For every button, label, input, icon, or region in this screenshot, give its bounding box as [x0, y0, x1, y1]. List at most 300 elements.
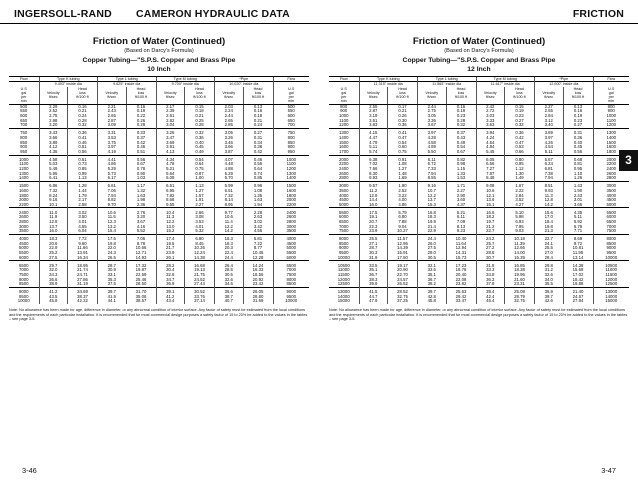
table-row	[9, 261, 309, 268]
velocity-cell: 3.47	[156, 136, 185, 141]
head-loss-cell: 34.69	[68, 287, 98, 294]
flow-cell: 1700	[338, 149, 349, 154]
flow-cell: 500	[20, 104, 28, 109]
flow-cell: 4500	[18, 241, 29, 246]
velocity-cell: 36.6	[39, 278, 68, 283]
velocity-cell: 23.9	[359, 229, 388, 234]
head-loss-cell: 0.24	[68, 114, 98, 119]
head-loss-cell: 0.36	[185, 136, 215, 141]
velocity-cell: 17.4	[156, 234, 185, 241]
head-loss-cell: 0.41	[388, 129, 418, 136]
brand-name: INGERSOLL-RAND	[14, 8, 112, 20]
head-loss-cell: 9.04	[388, 225, 418, 230]
head-loss-cell: 0.54	[185, 155, 215, 162]
flow-cell: 14000	[337, 294, 350, 299]
flow-cell: 6000	[273, 256, 309, 261]
flow-cell: 8000	[273, 278, 309, 283]
head-loss-cell: 4.27	[505, 203, 535, 208]
unit-heading: per	[593, 95, 629, 99]
head-loss-cell: 0.36	[388, 123, 418, 128]
head-loss-cell: 28.50	[126, 282, 156, 287]
flow-cell: 1600	[18, 188, 29, 193]
unit-heading: Head	[505, 87, 535, 91]
velocity-cell: 19.8	[535, 225, 564, 230]
head-loss-cell: 0.75	[388, 150, 418, 155]
flow-cell: 1500	[9, 182, 39, 189]
head-loss-cell: 16.85	[505, 261, 535, 268]
head-loss-cell: 19.13	[185, 268, 215, 273]
velocity-cell: 34.0	[535, 278, 564, 283]
head-loss-cell: 25.46	[126, 278, 156, 283]
head-loss-cell: 21.40	[563, 287, 593, 294]
velocity-cell: 6.86	[39, 182, 68, 189]
flow-cell: 11000	[337, 268, 350, 273]
head-loss-cell: 3.67	[126, 220, 156, 225]
velocity-cell: 4.78	[156, 162, 185, 167]
head-loss-cell: 6.11	[446, 215, 476, 220]
velocity-cell: 5.95	[39, 172, 68, 177]
head-loss-cell: 0.90	[126, 172, 156, 177]
head-loss-cell: 1.13	[185, 182, 215, 189]
velocity-cell: 5.73	[98, 172, 127, 177]
velocity-cell: 2.72	[476, 109, 505, 114]
velocity-cell: 12.8	[535, 198, 564, 203]
head-loss-cell: 1.35	[243, 194, 273, 199]
flow-cell: 2800	[273, 220, 309, 225]
velocity-cell: 17.0	[535, 215, 564, 220]
head-loss-cell: 0.49	[446, 141, 476, 146]
flow-cell: 1400	[273, 176, 309, 181]
head-loss-cell: 1.32	[126, 189, 156, 194]
velocity-cell: 11.9	[39, 215, 68, 220]
head-loss-cell: 1.00	[185, 176, 215, 181]
page-number-right: 3-47	[601, 466, 616, 475]
flow-cell: 10500	[329, 261, 359, 268]
head-loss-cell: 0.27	[243, 129, 273, 136]
velocity-cell: 16.3	[215, 234, 244, 241]
head-loss-cell: 17.50	[388, 256, 418, 261]
head-loss-cell: 0.95	[505, 162, 535, 167]
flow-cell: 12500	[337, 282, 350, 287]
velocity-cell: 3.69	[535, 129, 564, 136]
head-loss-cell: 0.66	[505, 150, 535, 155]
velocity-cell: 6.61	[98, 182, 127, 189]
velocity-cell: 45.8	[418, 299, 447, 304]
velocity-cell: 41.5	[359, 287, 388, 294]
velocity-cell: 23.9	[156, 251, 185, 256]
table-row	[9, 182, 309, 189]
head-loss-cell: 1.79	[68, 194, 98, 199]
head-loss-cell: 38.57	[126, 299, 156, 304]
unit-heading: U.S	[593, 87, 629, 91]
flow-cell: 1100	[593, 119, 629, 124]
head-loss-cell: 1.48	[388, 172, 418, 177]
tubing-type-heading: Type M tubing	[476, 77, 535, 82]
velocity-cell: 39.7	[98, 287, 127, 294]
head-loss-cell: 0.41	[68, 136, 98, 141]
tubing-type-heading: *Pipe	[535, 77, 594, 82]
flow-cell: 7500	[593, 229, 629, 234]
inside-diameter-heading: 11.315" inside dia	[359, 82, 418, 87]
velocity-cell: 9.16	[418, 182, 447, 189]
flow-cell: 1100	[273, 162, 309, 167]
head-loss-cell: 0.18	[185, 109, 215, 114]
velocity-cell: 24.2	[476, 234, 505, 241]
head-loss-cell: 12.66	[505, 246, 535, 251]
unit-heading: Velocity	[98, 91, 127, 95]
flow-cell: 7000	[593, 225, 629, 230]
head-loss-cell: 0.85	[68, 167, 98, 172]
unit-heading: Velocity	[535, 91, 564, 95]
velocity-cell: 22.9	[39, 246, 68, 251]
head-loss-cell: 4.00	[388, 198, 418, 203]
head-loss-cell: 0.37	[126, 136, 156, 141]
velocity-cell: 17.5	[359, 208, 388, 215]
flow-cell: 8500	[338, 241, 349, 246]
head-loss-cell: 12.28	[243, 256, 273, 261]
head-loss-cell: 6.04	[68, 229, 98, 234]
velocity-cell: 10.1	[39, 203, 68, 208]
velocity-cell: 27.5	[418, 246, 447, 251]
head-loss-cell: 20.92	[243, 278, 273, 283]
head-loss-cell: 24.57	[563, 295, 593, 300]
flow-cell: 6500	[273, 261, 309, 268]
velocity-cell: 35.5	[535, 282, 564, 287]
velocity-cell: 4.54	[535, 145, 564, 150]
velocity-cell: 4.54	[476, 141, 505, 146]
flow-cell: 2800	[593, 176, 629, 181]
velocity-cell: 28.7	[98, 261, 127, 268]
head-loss-cell: 0.32	[68, 123, 98, 128]
head-loss-cell: 0.16	[243, 109, 273, 114]
velocity-cell: 28.7	[359, 246, 388, 251]
flow-cell: 11000	[593, 268, 629, 273]
flow-cell: 3500	[338, 188, 349, 193]
flow-cell: 1200	[338, 123, 349, 128]
head-loss-cell: 12.94	[446, 246, 476, 251]
velocity-cell: 8.95	[215, 203, 244, 208]
head-loss-cell: 0.75	[185, 167, 215, 172]
velocity-cell: 34.3	[39, 273, 68, 278]
head-loss-cell: 0.73	[68, 162, 98, 167]
head-loss-cell: 8.45	[185, 242, 215, 247]
head-loss-cell: 0.13	[243, 104, 273, 109]
flow-cell: 10000	[273, 299, 309, 304]
tubing-type-heading: Type M tubing	[156, 77, 215, 82]
velocity-cell: 22.4	[215, 251, 244, 256]
velocity-cell: 3.09	[98, 123, 127, 128]
velocity-cell: 7.33	[418, 167, 447, 172]
velocity-cell: 6.24	[535, 162, 564, 167]
table-row	[9, 129, 309, 136]
publication-title: CAMERON HYDRAULIC DATA	[136, 8, 290, 20]
head-loss-cell: 3.02	[68, 208, 98, 215]
flow-cell: 1400	[593, 136, 629, 141]
velocity-cell: 39.7	[418, 287, 447, 294]
velocity-cell: 4.41	[98, 155, 127, 162]
velocity-cell: 15.2	[156, 229, 185, 234]
head-loss-cell: 1.71	[446, 182, 476, 189]
velocity-cell: 43.5	[39, 295, 68, 300]
flow-cell: 3000	[18, 224, 29, 229]
velocity-cell: 32.0	[39, 268, 68, 273]
flow-cell: 5500	[329, 208, 359, 215]
flow-cell: 600	[20, 114, 28, 119]
velocity-cell: 3.31	[98, 129, 127, 136]
flow-cell: 4000	[9, 234, 39, 241]
velocity-cell: 30.3	[359, 251, 388, 256]
flow-cell: 1000	[593, 114, 629, 119]
flow-cell: 1800	[18, 193, 29, 198]
flow-cell: 900	[273, 145, 309, 150]
head-loss-cell: 7.06	[126, 234, 156, 241]
velocity-cell: 5.29	[98, 167, 127, 172]
head-loss-cell: 28.79	[505, 295, 535, 300]
velocity-cell: 7.94	[418, 172, 447, 177]
unit-heading: min	[329, 99, 359, 104]
flow-cell: 9000	[338, 246, 349, 251]
flow-cell: 2400	[593, 167, 629, 172]
velocity-cell: 6.41	[39, 176, 68, 181]
head-loss-cell: 0.21	[243, 119, 273, 124]
velocity-cell: 2.87	[98, 119, 127, 124]
flow-cell: 1400	[18, 176, 29, 181]
section-title: FRICTION	[572, 8, 624, 20]
head-loss-cell: 1.90	[388, 182, 418, 189]
head-loss-cell: 0.56	[563, 150, 593, 155]
head-loss-cell: 0.21	[388, 109, 418, 114]
velocity-cell: 2.17	[156, 104, 185, 109]
head-loss-cell: 0.16	[446, 104, 476, 109]
head-loss-cell: 0.26	[126, 119, 156, 124]
head-loss-cell: 0.32	[446, 123, 476, 128]
head-loss-cell: 3.02	[243, 220, 273, 225]
flow-cell: 1100	[339, 118, 349, 123]
head-loss-cell: 1.69	[388, 176, 418, 181]
velocity-cell: 3.97	[418, 129, 447, 136]
flow-cell: 9500	[273, 295, 309, 300]
flow-cell: 9500	[18, 294, 29, 299]
velocity-cell: 26.4	[215, 261, 244, 268]
unit-heading: loss	[563, 91, 593, 95]
velocity-cell: 18.2	[476, 215, 505, 220]
flow-cell: 8000	[593, 234, 629, 241]
friction-table	[329, 76, 629, 304]
flow-cell: 11500	[593, 273, 629, 278]
head-loss-cell: 1.27	[388, 167, 418, 172]
head-loss-cell: 0.32	[505, 123, 535, 128]
velocity-cell: 4.35	[39, 150, 68, 155]
flow-cell: 8500	[593, 242, 629, 247]
unit-heading: ft/sec	[98, 95, 127, 99]
velocity-cell: 6.51	[156, 182, 185, 189]
velocity-cell: 8.82	[98, 198, 127, 203]
head-loss-cell: 4.55	[243, 229, 273, 234]
velocity-cell: 2.24	[215, 109, 244, 114]
velocity-cell: 21.2	[476, 225, 505, 230]
flow-cell: 1300	[329, 129, 359, 136]
unit-heading: U.S	[273, 87, 309, 91]
unit-heading: U.S	[340, 86, 347, 91]
head-loss-cell: 1.33	[446, 172, 476, 177]
velocity-cell: 4.47	[359, 136, 388, 141]
head-loss-cell: 0.99	[68, 172, 98, 177]
head-loss-cell: 18.56	[243, 273, 273, 278]
head-loss-cell: 9.23	[446, 229, 476, 234]
velocity-cell: 6.11	[418, 155, 447, 162]
flow-cell: 1200	[18, 167, 29, 172]
head-loss-cell: 19.88	[563, 282, 593, 287]
velocity-cell: 5.99	[215, 182, 244, 189]
flow-cell: 9500	[338, 251, 349, 256]
velocity-cell: 3.26	[156, 129, 185, 136]
head-loss-cell: 26.05	[243, 287, 273, 294]
flow-cell: 2600	[18, 215, 29, 220]
head-loss-cell: 7.22	[243, 242, 273, 247]
flow-cell: 750	[273, 129, 309, 136]
head-loss-cell: 0.33	[126, 129, 156, 136]
head-loss-cell: 1.43	[563, 182, 593, 189]
head-loss-cell: 0.19	[505, 109, 535, 114]
velocity-cell: 5.74	[359, 150, 388, 155]
velocity-cell: 27.2	[476, 246, 505, 251]
velocity-cell: 14.2	[535, 203, 564, 208]
flow-cell: 2400	[9, 208, 39, 215]
head-loss-cell: 0.45	[185, 145, 215, 150]
flow-cell: 1500	[593, 141, 629, 146]
table-size: 10 Inch	[147, 66, 171, 73]
head-loss-cell: 0.55	[243, 162, 273, 167]
velocity-cell: 45.8	[39, 299, 68, 304]
flow-cell: 2600	[273, 215, 309, 220]
velocity-cell: 26.5	[98, 256, 127, 261]
head-loss-cell: 4.86	[388, 203, 418, 208]
head-loss-cell: 17.23	[446, 261, 476, 268]
head-loss-cell: 0.38	[243, 145, 273, 150]
unit-heading: Head	[446, 87, 476, 91]
head-loss-cell: 10.27	[388, 229, 418, 234]
head-loss-cell: 0.91	[388, 155, 418, 162]
head-loss-cell: 0.54	[388, 141, 418, 146]
head-loss-cell: 16.33	[243, 268, 273, 273]
head-loss-cell: 5.11	[563, 215, 593, 220]
head-loss-cell: 23.31	[505, 282, 535, 287]
flow-label: Flow	[329, 77, 359, 82]
unit-heading: ft/sec	[359, 95, 388, 99]
table-row	[9, 299, 309, 304]
velocity-cell: 6.66	[476, 162, 505, 167]
velocity-cell: 47.9	[359, 299, 388, 304]
table-material: Copper Tubing—"S.P.S. Copper and Brass Pipe	[82, 57, 236, 64]
velocity-cell: 24.4	[418, 234, 447, 241]
velocity-cell: 19.5	[156, 242, 185, 247]
velocity-cell: 8.51	[535, 182, 564, 189]
head-loss-cell: 15.73	[446, 256, 476, 261]
head-loss-cell: 2.84	[505, 194, 535, 199]
head-loss-cell: 14.93	[126, 256, 156, 261]
head-loss-cell: 3.65	[563, 203, 593, 208]
unit-heading: ft/sec	[476, 95, 505, 99]
flow-cell: 8000	[329, 234, 359, 241]
head-loss-cell: 0.26	[388, 114, 418, 119]
table-footnote: Note: No allowance has been made for age, difference in diameter, or any abnormal condition of interior surface. Any factor of safety must be estimated from the local conditions and the requirements of each particular installation. It is recommended that for most commercial design purposes a safety factor of 15 to 20% be added to the values in the tables – see page 3-5.	[329, 308, 628, 322]
velocity-cell: 28.2	[156, 261, 185, 268]
flow-cell: 15000	[593, 299, 629, 304]
flow-cell: 1000	[9, 155, 39, 162]
head-loss-cell: 16.34	[68, 256, 98, 261]
velocity-cell: 6.38	[359, 155, 388, 162]
flow-cell: 8500	[18, 282, 29, 287]
head-loss-cell: 0.19	[563, 114, 593, 119]
flow-cell: 5500	[273, 251, 309, 256]
unit-heading: Head	[388, 87, 418, 91]
unit-heading: min	[593, 99, 629, 104]
flow-cell: 4000	[593, 194, 629, 199]
unit-heading: Velocity	[156, 91, 185, 95]
head-loss-cell: 1.08	[388, 162, 418, 167]
velocity-cell: 3.46	[215, 141, 244, 146]
head-loss-cell: 0.46	[126, 145, 156, 150]
velocity-cell: 3.66	[39, 136, 68, 141]
head-loss-cell: 0.15	[185, 104, 215, 109]
velocity-cell: 20.6	[39, 242, 68, 247]
head-loss-cell: 0.81	[563, 162, 593, 167]
velocity-cell: 25.5	[359, 234, 388, 241]
flow-cell: 5000	[338, 202, 349, 207]
head-loss-cell: 28.52	[388, 287, 418, 294]
flow-cell: 6000	[593, 215, 629, 220]
velocity-cell: 4.15	[359, 129, 388, 136]
right-page	[329, 36, 629, 322]
velocity-cell: 5.70	[215, 176, 244, 181]
velocity-cell: 2.44	[418, 104, 447, 109]
velocity-cell: 2.39	[156, 109, 185, 114]
velocity-cell: 12.2	[418, 194, 447, 199]
velocity-cell: 4.48	[215, 162, 244, 167]
velocity-cell: 3.20	[39, 123, 68, 128]
flow-cell: 1000	[273, 155, 309, 162]
head-loss-cell: 0.27	[563, 123, 593, 128]
velocity-cell: 3.97	[535, 136, 564, 141]
flow-cell: 650	[20, 118, 28, 123]
velocity-cell: 8.55	[418, 176, 447, 181]
head-loss-cell: 27.44	[185, 282, 215, 287]
head-loss-cell: 1.08	[243, 189, 273, 194]
head-loss-cell: 0.42	[243, 150, 273, 155]
head-loss-cell: 2.63	[243, 215, 273, 220]
velocity-cell: 11.2	[359, 189, 388, 194]
velocity-cell: 35.3	[98, 278, 127, 283]
head-loss-cell: 1.63	[126, 194, 156, 199]
head-loss-cell: 2.43	[563, 194, 593, 199]
velocity-cell: 36.9	[535, 287, 564, 294]
velocity-cell: 35.1	[418, 273, 447, 278]
velocity-cell: 2.84	[535, 114, 564, 119]
velocity-cell: 36.7	[418, 278, 447, 283]
running-header	[0, 7, 638, 24]
flow-cell: 1400	[338, 135, 349, 140]
velocity-cell: 7.32	[215, 194, 244, 199]
head-loss-cell: 0.36	[68, 129, 98, 136]
head-loss-cell: 0.51	[126, 150, 156, 155]
velocity-cell: 2.55	[535, 109, 564, 114]
flow-label: Flow	[273, 77, 309, 82]
head-loss-cell: 0.49	[185, 150, 215, 155]
velocity-cell: 18.4	[535, 220, 564, 225]
head-loss-cell: 12.24	[185, 251, 215, 256]
velocity-cell: 4.89	[418, 145, 447, 150]
head-loss-cell: 0.54	[446, 145, 476, 150]
